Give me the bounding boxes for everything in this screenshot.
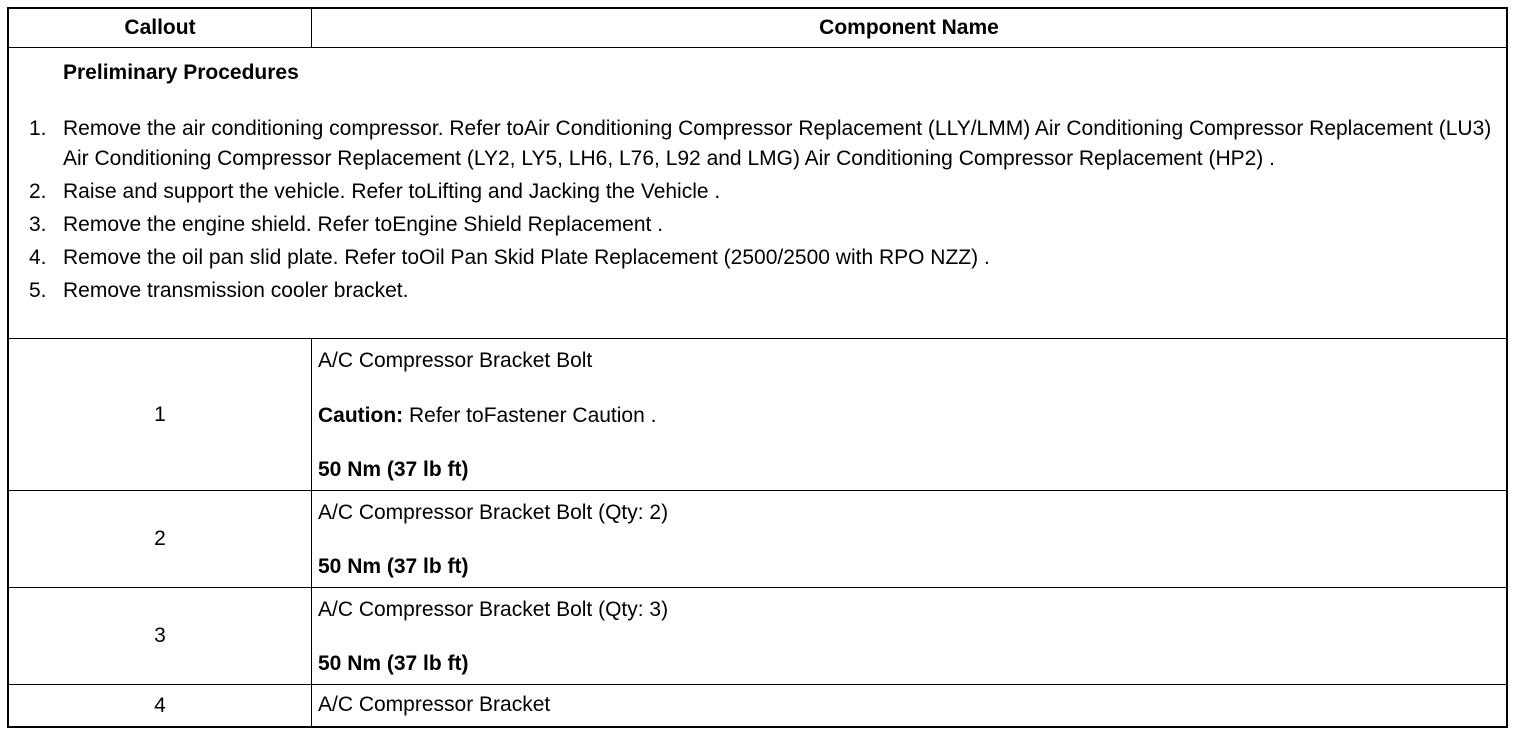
caution-label: Caution: bbox=[318, 404, 404, 427]
preliminary-procedures bbox=[9, 48, 1506, 338]
step-text: Raise and support the vehicle. Refer toLifting and Jacking the Vehicle . bbox=[63, 180, 721, 203]
component-table bbox=[7, 7, 1508, 728]
preliminary-procedures-row bbox=[9, 48, 1506, 339]
callout-number: 3 bbox=[9, 588, 312, 684]
torque-spec: 50 Nm (37 lb ft) bbox=[318, 652, 469, 675]
step-number: 1. bbox=[29, 117, 47, 140]
callout-number: 4 bbox=[9, 685, 312, 726]
step-number: 2. bbox=[29, 180, 47, 203]
component-cell bbox=[312, 588, 1506, 684]
component-name: A/C Compressor Bracket Bolt (Qty: 2) bbox=[318, 501, 669, 524]
table-row bbox=[9, 588, 1506, 685]
component-cell bbox=[312, 339, 1506, 490]
callout-number: 1 bbox=[9, 339, 312, 490]
step-number: 4. bbox=[29, 246, 47, 269]
preliminary-title: Preliminary Procedures bbox=[63, 61, 299, 84]
procedure-step bbox=[9, 210, 1506, 240]
torque-spec: 50 Nm (37 lb ft) bbox=[318, 555, 469, 578]
component-name: A/C Compressor Bracket Bolt (Qty: 3) bbox=[318, 598, 669, 621]
header-component-name: Component Name bbox=[819, 16, 999, 39]
step-text: Remove the air conditioning compressor. Refer toAir Conditioning Compressor Replacement (LLY/LMM) Air Conditioning Compressor Replacement (LU3) Air Conditioning Compressor Replacement (LY2, LY5, LH6, L76, L92 and LMG) Air Conditioning Compressor Replacement (HP2) . bbox=[63, 117, 1492, 170]
component-cell bbox=[312, 491, 1506, 587]
table-row bbox=[9, 685, 1506, 726]
procedure-steps bbox=[9, 114, 1506, 309]
caution-note bbox=[318, 404, 656, 428]
callout-number: 2 bbox=[9, 491, 312, 587]
procedure-step bbox=[9, 177, 1506, 207]
step-text: Remove the oil pan slid plate. Refer toOil Pan Skid Plate Replacement (2500/2500 with RPO NZZ) . bbox=[63, 246, 990, 269]
component-name: A/C Compressor Bracket Bolt bbox=[318, 349, 593, 372]
procedure-step bbox=[9, 276, 1506, 306]
table-row bbox=[9, 491, 1506, 588]
caution-text: Refer toFastener Caution . bbox=[403, 404, 657, 427]
procedure-step bbox=[9, 243, 1506, 273]
step-number: 3. bbox=[29, 213, 47, 236]
header-callout: Callout bbox=[9, 9, 312, 47]
component-name: A/C Compressor Bracket bbox=[318, 693, 551, 716]
component-cell bbox=[312, 685, 1506, 726]
step-number: 5. bbox=[29, 279, 47, 302]
step-text: Remove transmission cooler bracket. bbox=[63, 279, 409, 302]
table-header-row bbox=[9, 9, 1506, 48]
step-text: Remove the engine shield. Refer toEngine Shield Replacement . bbox=[63, 213, 664, 236]
procedure-step bbox=[9, 114, 1506, 174]
torque-spec: 50 Nm (37 lb ft) bbox=[318, 458, 469, 481]
table-row bbox=[9, 339, 1506, 491]
